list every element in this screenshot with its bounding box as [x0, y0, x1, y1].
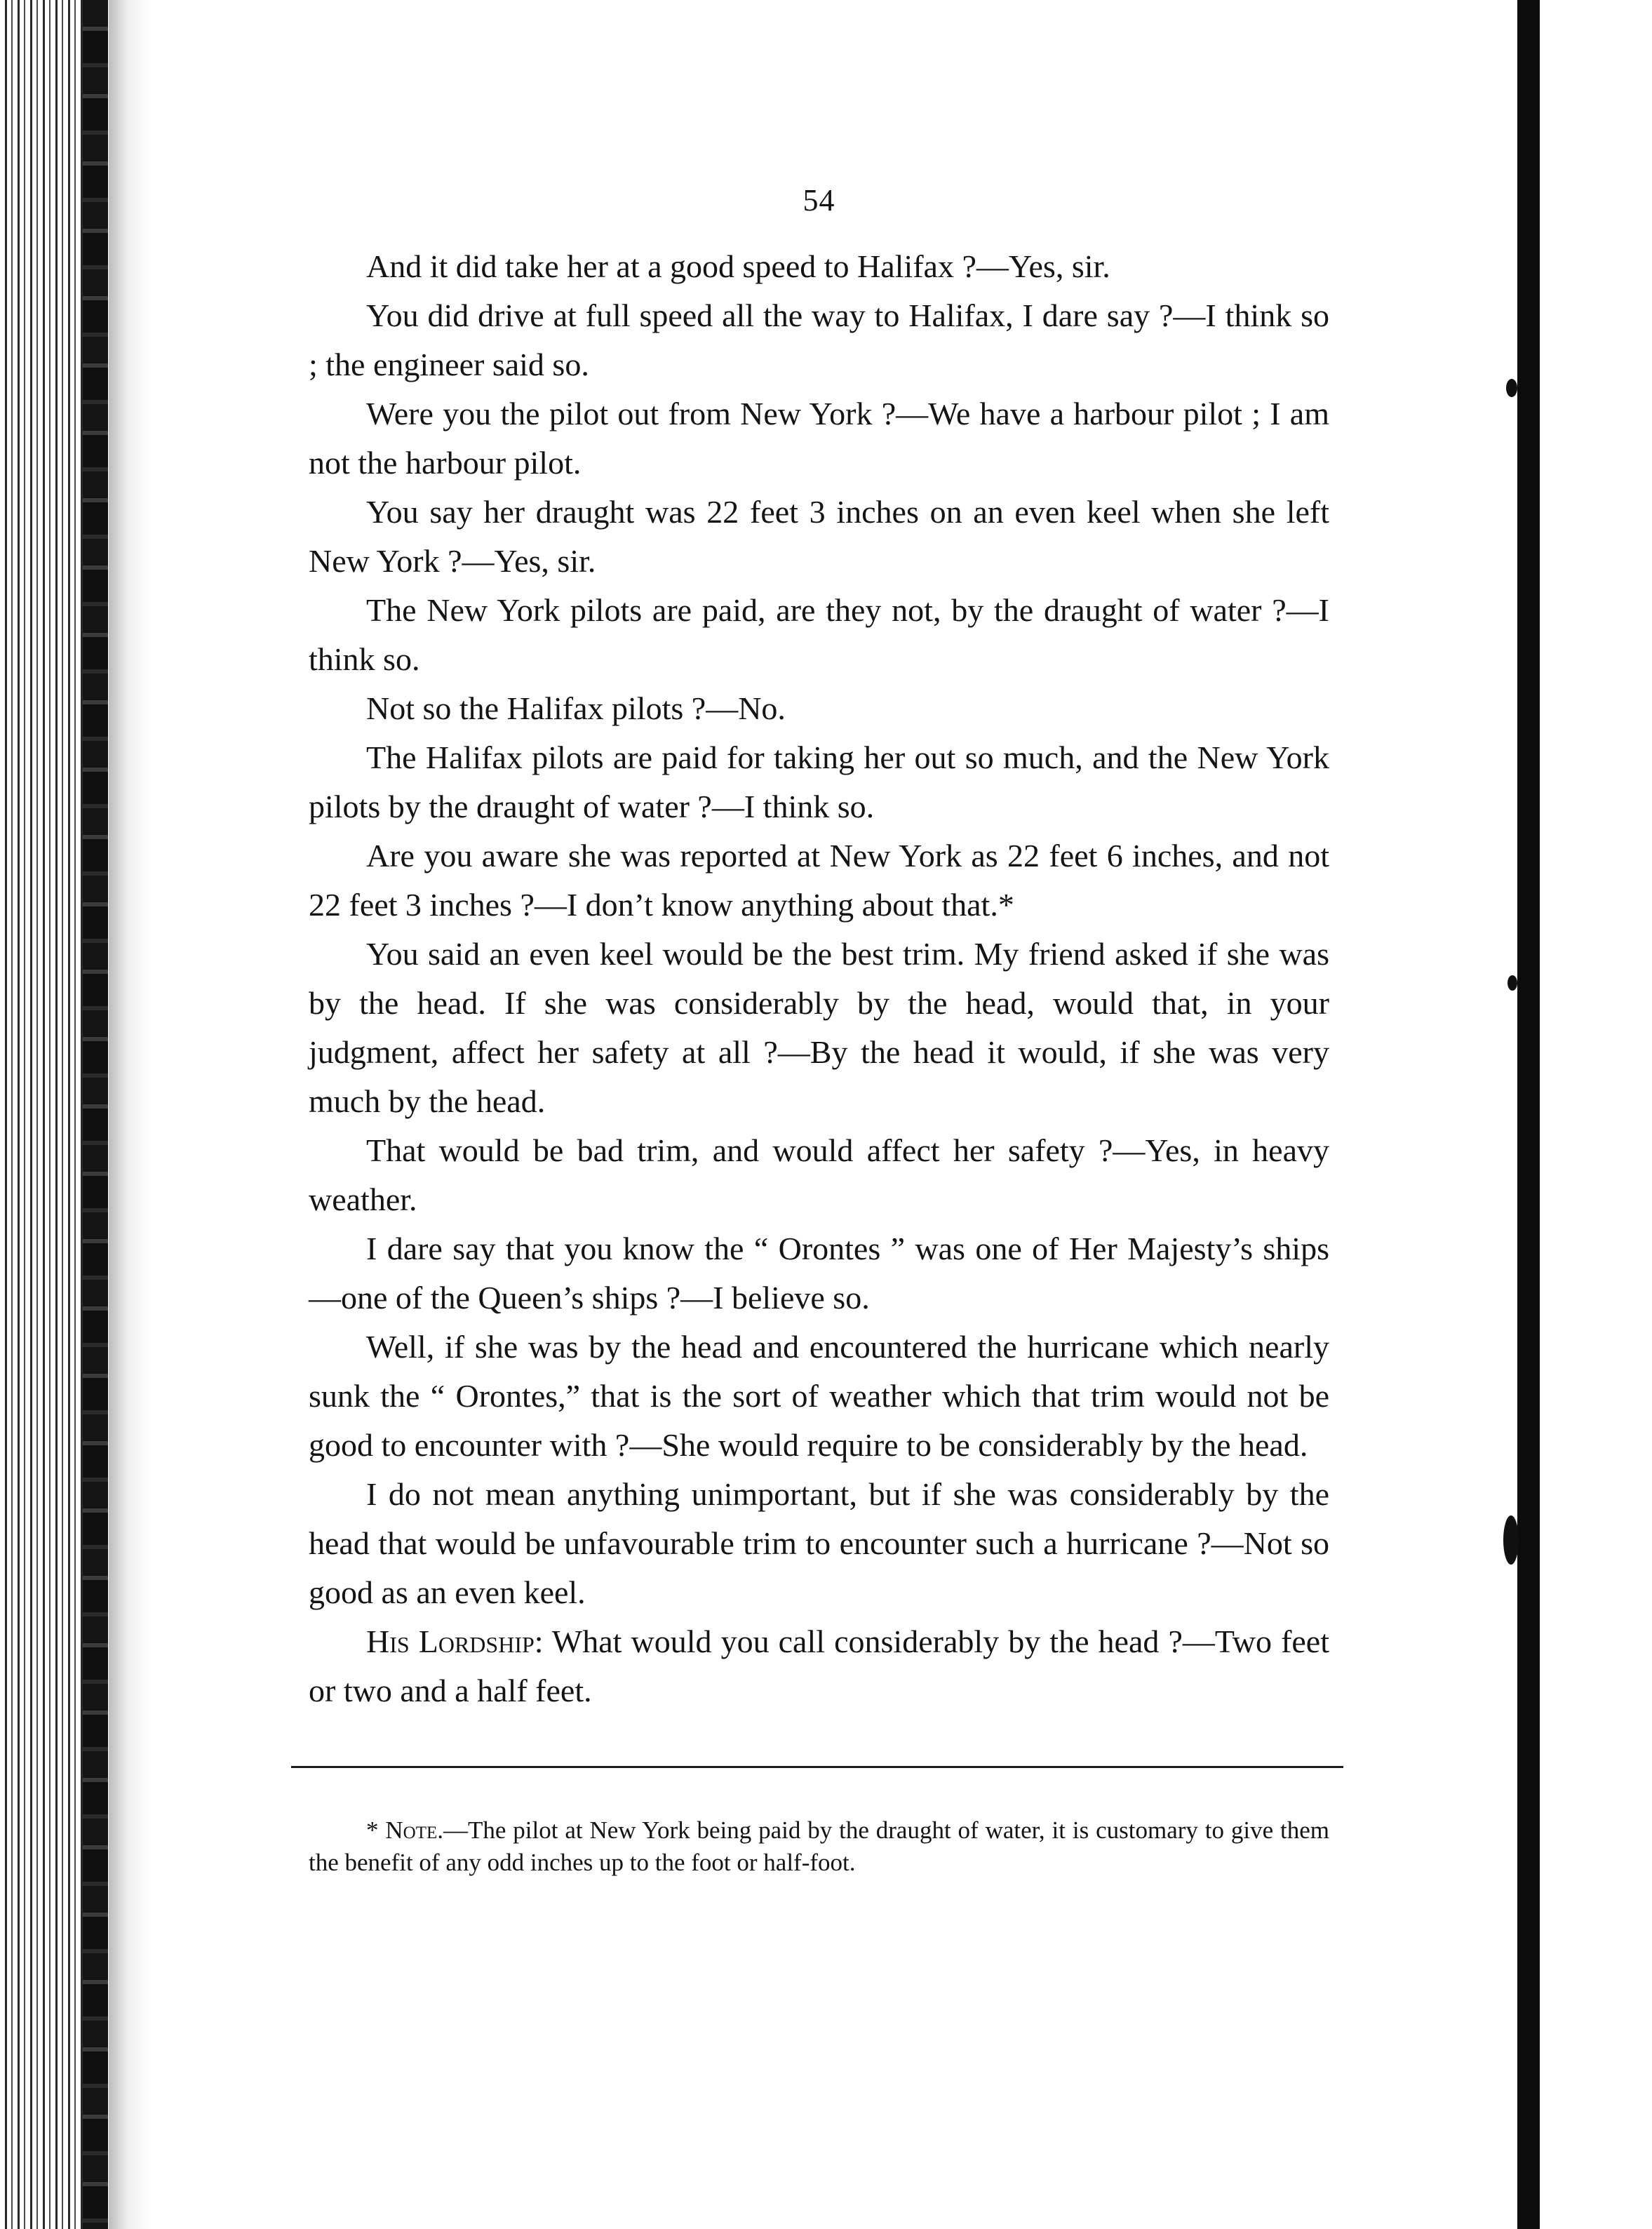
paragraph: I do not mean anything unimportant, but if she was considerably by the head that would be unfavourable trim to encounter such a hurricane ?—Not so good as an even keel.: [309, 1476, 1329, 1610]
paragraph: I dare say that you know the “ Orontes ” was one of Her Majesty’s ships—one of the Queen’s ships ?—I believe so.: [309, 1231, 1329, 1316]
paragraph: Were you the pilot out from New York ?—We have a harbour pilot ; I am not the harbour pilot.: [309, 396, 1329, 481]
ink-mark: [1507, 975, 1517, 991]
book-spine: [83, 0, 108, 2229]
paragraph: The New York pilots are paid, are they not, by the draught of water ?—I think so.: [309, 592, 1329, 677]
paragraph: Are you aware she was reported at New York as 22 feet 6 inches, and not 22 feet 3 inches ?—I don’t know anything about that.*: [309, 838, 1329, 923]
footnote-text: —The pilot at New York being paid by the draught of water, it is customary to give them the benefit of any odd inches up to the foot or half-foot.: [309, 1816, 1329, 1876]
paragraph: You say her draught was 22 feet 3 inches on an even keel when she left New York ?—Yes, sir.: [309, 494, 1329, 579]
footnote-label: * Note.: [366, 1816, 444, 1844]
paragraph: And it did take her at a good speed to Halifax ?—Yes, sir.: [366, 248, 1110, 284]
book-page: [309, 161, 1329, 1879]
lordship-text: : What would you call considerably by the head ?—Two feet or two and a half feet.: [309, 1624, 1329, 1708]
right-page-edge: [1517, 0, 1540, 2229]
paragraph: That would be bad trim, and would affect her safety ?—Yes, in heavy weather.: [309, 1132, 1329, 1217]
paragraph: Not so the Halifax pilots ?—No.: [366, 690, 786, 726]
paragraph: You did drive at full speed all the way to Halifax, I dare say ?—I think so ; the engineer said so.: [309, 297, 1329, 382]
ink-mark: [1503, 1515, 1519, 1565]
paragraph: You said an even keel would be the best trim. My friend asked if she was by the head. If she was considerably by the head, would that, in your judgment, affect her safety at all ?—By the head it would, if she was very much by the head.: [309, 936, 1329, 1119]
page-number: 54: [803, 183, 835, 217]
footnote-divider: [291, 1766, 1343, 1768]
spine-shadow: [109, 0, 151, 2229]
speaker-name: His Lordship: [366, 1624, 535, 1659]
paragraph: Well, if she was by the head and encountered the hurricane which nearly sunk the “ Orontes,” that is the sort of weather which that trim would not be good to encounter with ?—She would require to be considerably by the head.: [309, 1329, 1329, 1463]
paragraph: The Halifax pilots are paid for taking her out so much, and the New York pilots by the draught of water ?—I think so.: [309, 739, 1329, 824]
scan-margin: [1540, 0, 1652, 2229]
lordship-paragraph: [309, 1617, 1329, 1715]
ink-mark: [1506, 379, 1517, 397]
footnote: [309, 1814, 1329, 1879]
